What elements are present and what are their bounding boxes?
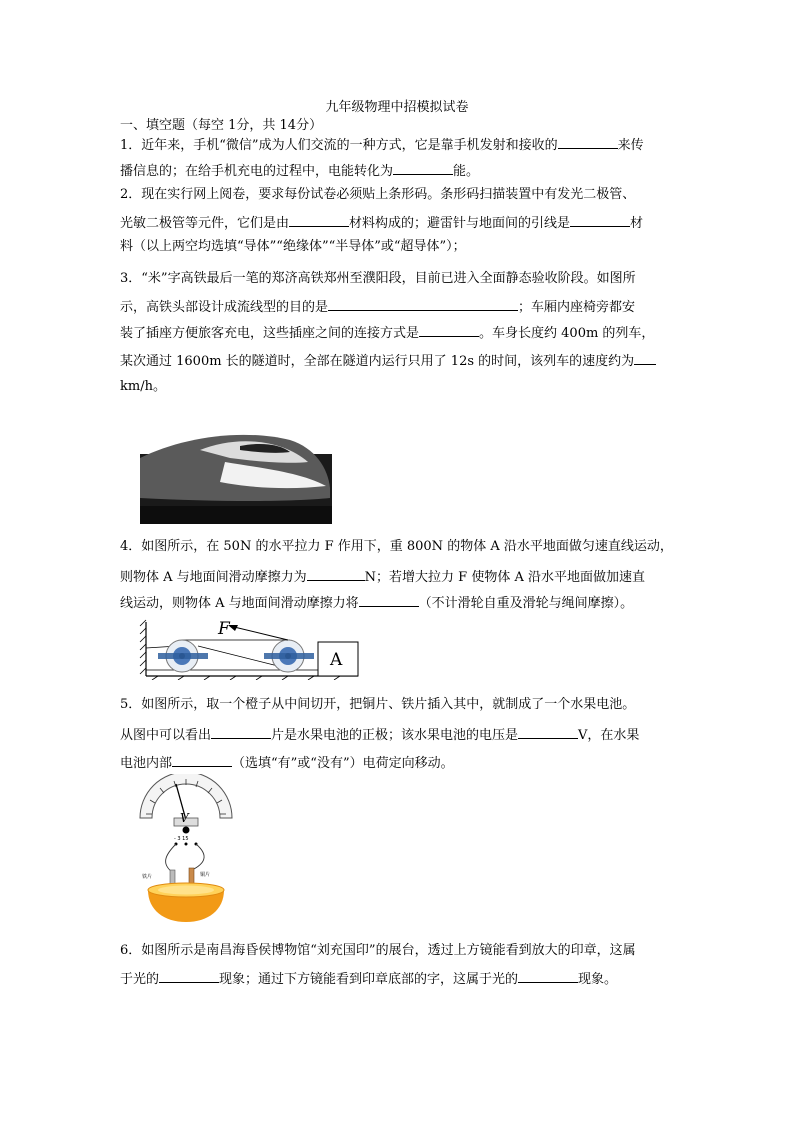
q4-text: （不计滑轮自重及滑轮与绳间摩擦）。	[418, 596, 634, 611]
copper-plate-label: 铜片	[200, 872, 211, 878]
q1-line-1	[120, 134, 644, 155]
q2-line-3: 料（以上两空均选填“导体”“绝缘体”“半导体”或“超导体”）；	[120, 239, 466, 254]
page-title: 九年级物理中招模拟试卷	[325, 100, 469, 115]
answer-blank[interactable]	[172, 752, 232, 767]
q2-text: 光敏二极管等元件，它们是由	[120, 216, 290, 231]
q4-text: N；若增大拉力 F 使物体 A 沿水平地面做加速直	[364, 570, 645, 585]
q3-line-3	[120, 322, 654, 343]
answer-blank[interactable]	[558, 134, 618, 149]
q3-line-4	[120, 350, 656, 371]
q1-text: 能。	[453, 164, 480, 179]
q3-text: 。车身长度约 400m 的列车，	[479, 326, 655, 341]
q5-line-1: 5．如图所示，取一个橙子从中间切开，把铜片、铁片插入其中，就制成了一个水果电池。	[120, 697, 636, 712]
q2-text: 材料构成的；避雷针与地面间的引线是	[349, 216, 571, 231]
answer-blank[interactable]	[359, 592, 419, 607]
answer-blank[interactable]	[518, 968, 578, 983]
q6-line-2	[120, 968, 617, 989]
iron-plate-label: 铁片	[142, 874, 153, 880]
block-label: A	[330, 650, 343, 670]
q6-text: 现象；通过下方镜能看到印章底部的字，这属于光的	[219, 972, 519, 987]
q4-line-2	[120, 566, 645, 587]
q4-text: 线运动，则物体 A 与地面间滑动摩擦力将	[120, 596, 359, 611]
q2-line-2	[120, 212, 643, 233]
q6-text: 现象。	[578, 972, 618, 987]
q3-text: ；车厢内座椅旁都安	[518, 300, 636, 315]
q3-line-1: 3．“米”字高铁最后一笔的郑济高铁郑州至濮阳段，目前已进入全面静态验收阶段。如图所	[120, 271, 636, 286]
voltmeter-label: V	[180, 811, 189, 825]
q5-line-2	[120, 724, 639, 745]
q5-text: V，在水果	[578, 728, 640, 743]
answer-blank[interactable]	[634, 350, 656, 365]
q1-text: 播信息的；在给手机充电的过程中，电能转化为	[120, 164, 394, 179]
answer-blank[interactable]	[159, 968, 219, 983]
answer-blank[interactable]	[518, 724, 578, 739]
q5-text: 从图中可以看出	[120, 728, 212, 743]
q4-line-3	[120, 592, 633, 613]
q6-text: 于光的	[120, 972, 160, 987]
answer-blank[interactable]	[393, 160, 453, 175]
answer-blank[interactable]	[328, 296, 518, 311]
answer-blank[interactable]	[419, 322, 479, 337]
q1-text: 1．近年来，手机“微信”成为人们交流的一种方式，它是靠手机发射和接收的	[120, 138, 558, 153]
answer-blank[interactable]	[211, 724, 271, 739]
q1-text: 来传	[617, 138, 644, 153]
terminal-labels: - 3 15	[174, 836, 189, 842]
q6-line-1: 6．如图所示是南昌海昏侯博物馆“刘充国印”的展台，透过上方镜能看到放大的印章，这属	[120, 943, 636, 958]
fruit-battery-diagram	[134, 774, 238, 924]
q3-text: 某次通过 1600m 长的隧道时，全部在隧道内运行只用了 12s 的时间，该列车的速度约为	[120, 354, 635, 369]
q5-text: 电池内部	[120, 756, 173, 771]
q3-line-2	[120, 296, 635, 317]
q5-line-3	[120, 752, 454, 773]
high-speed-train-image	[140, 428, 332, 524]
q4-line-1: 4．如图所示，在 50N 的水平拉力 F 作用下，重 800N 的物体 A 沿水平地面做匀速直线运动，	[120, 539, 673, 554]
q5-text: （选填“有”或“没有”）电荷定向移动。	[232, 756, 454, 771]
q3-line-5: km/h。	[120, 379, 166, 394]
answer-blank[interactable]	[570, 212, 630, 227]
pulley-diagram	[138, 618, 362, 680]
answer-blank[interactable]	[289, 212, 349, 227]
q2-line-1: 2．现在实行网上阅卷，要求每份试卷必须贴上条形码。条形码扫描装置中有发光二极管、	[120, 187, 636, 202]
q2-text: 材	[630, 216, 644, 231]
q5-text: 片是水果电池的正极；该水果电池的电压是	[271, 728, 519, 743]
q3-text: 装了插座方便旅客充电，这些插座之间的连接方式是	[120, 326, 420, 341]
section-heading: 一、填空题（每空 1分，共 14分）	[120, 118, 323, 133]
force-label: F	[218, 619, 230, 639]
answer-blank[interactable]	[307, 566, 365, 581]
q3-text: 示，高铁头部设计成流线型的目的是	[120, 300, 329, 315]
q1-line-2	[120, 160, 479, 181]
q4-text: 则物体 A 与地面间滑动摩擦力为	[120, 570, 307, 585]
